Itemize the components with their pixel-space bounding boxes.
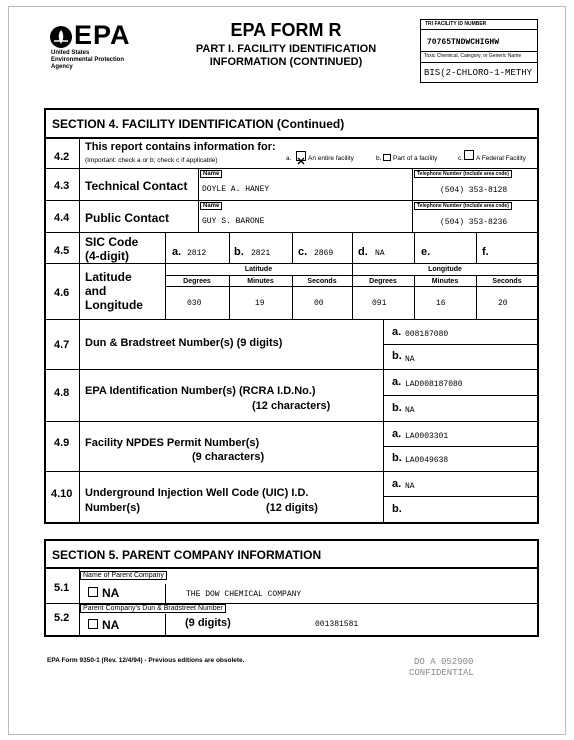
option-c-label: A Federal Facility bbox=[476, 155, 526, 162]
row-4-10-number: 4.10 bbox=[51, 488, 73, 500]
tech-name-header: Name bbox=[200, 170, 222, 178]
lon-minutes-header: Minutes bbox=[431, 278, 459, 285]
epa-id-b: NA bbox=[405, 406, 415, 415]
sic-b-prefix: b. bbox=[234, 246, 244, 258]
row-5-1-number: 5.1 bbox=[54, 582, 70, 594]
row-4-2-note: (Important: check a or b; check c if applicable) bbox=[85, 157, 218, 164]
x-mark-icon bbox=[297, 157, 305, 165]
dun-number-b: NA bbox=[405, 355, 415, 364]
tech-phone-header: Telephone Number (include area code) bbox=[414, 170, 512, 178]
longitude-minutes: 16 bbox=[436, 299, 446, 308]
row-4-8-number: 4.8 bbox=[54, 387, 70, 399]
sic-f-prefix: f. bbox=[482, 246, 489, 258]
entire-facility-checkbox[interactable] bbox=[296, 151, 306, 161]
parent-name-na-checkbox[interactable] bbox=[88, 587, 98, 597]
uic-a-prefix: a. bbox=[392, 478, 402, 490]
npdes-label: Facility NPDES Permit Number(s) bbox=[85, 437, 260, 449]
latitude-degrees: 030 bbox=[187, 299, 202, 308]
longitude-label: Longitude bbox=[85, 298, 143, 312]
option-b-label: Part of a facility bbox=[393, 155, 438, 162]
lat-degrees-header: Degrees bbox=[183, 278, 211, 285]
part-title-line-2: INFORMATION (CONTINUED) bbox=[209, 56, 363, 68]
part-title-line-1: PART I. FACILITY IDENTIFICATION bbox=[195, 43, 377, 55]
document-stamp-1: DO A 052900 bbox=[414, 657, 474, 667]
npdes-a-prefix: a. bbox=[392, 428, 402, 440]
uic-label: Underground Injection Well Code (UIC) I.D. bbox=[85, 487, 309, 499]
row-4-7-number: 4.7 bbox=[54, 339, 70, 351]
part-facility-checkbox[interactable] bbox=[383, 154, 391, 161]
latitude-seconds: 00 bbox=[314, 299, 324, 308]
option-b-prefix: b. bbox=[376, 155, 382, 162]
sic-code-label: SIC Code bbox=[85, 235, 139, 249]
npdes-sublabel: (9 characters) bbox=[192, 451, 265, 463]
technical-contact-label: Technical Contact bbox=[85, 179, 188, 193]
dun-b-prefix: b. bbox=[392, 350, 402, 362]
npdes-a: LA0003301 bbox=[405, 432, 449, 441]
row-4-3-number: 4.3 bbox=[54, 180, 70, 192]
epa-id-label: EPA Identification Number(s) (RCRA I.D.No.) bbox=[85, 385, 316, 397]
longitude-header: Longitude bbox=[428, 266, 462, 273]
latitude-minutes: 19 bbox=[255, 299, 265, 308]
sic-a: 2812 bbox=[187, 249, 207, 258]
npdes-b-prefix: b. bbox=[392, 452, 402, 464]
row-4-2-number: 4.2 bbox=[54, 151, 70, 163]
uic-digits-label: (12 digits) bbox=[266, 502, 318, 514]
public-contact-label: Public Contact bbox=[85, 211, 170, 225]
epa-logo-mark bbox=[50, 26, 72, 48]
and-label: and bbox=[85, 284, 107, 298]
parent-dun-digits: (9 digits) bbox=[185, 617, 231, 629]
sic-c-prefix: c. bbox=[298, 246, 308, 258]
form-footer-note: EPA Form 9350-1 (Rev. 12/4/94) - Previous editions are obsolete. bbox=[47, 657, 245, 664]
latitude-label: Latitude bbox=[85, 270, 132, 284]
npdes-b: LA0049638 bbox=[405, 456, 449, 465]
option-a-label: An entire facility bbox=[308, 155, 354, 162]
sic-code-sublabel: (4-digit) bbox=[85, 249, 129, 263]
parent-dun-number: 001381581 bbox=[315, 620, 359, 629]
epa-id-a: LAD008187080 bbox=[405, 380, 463, 389]
chemical-name-label: Toxic Chemical, Category, or Generic Name bbox=[424, 53, 522, 59]
sic-d-prefix: d. bbox=[358, 246, 368, 258]
section-5-title: SECTION 5. PARENT COMPANY INFORMATION bbox=[52, 548, 322, 562]
chemical-name-value: BIS(2-CHLORO-1-METHY bbox=[424, 68, 533, 78]
epa-b-prefix: b. bbox=[392, 402, 402, 414]
lat-seconds-header: Seconds bbox=[307, 278, 337, 285]
document-stamp-2: CONFIDENTIAL bbox=[409, 668, 474, 678]
parent-company-name: THE DOW CHEMICAL COMPANY bbox=[186, 590, 302, 599]
sic-e-prefix: e. bbox=[421, 246, 431, 258]
epa-a-prefix: a. bbox=[392, 376, 402, 388]
form-title: EPA FORM R bbox=[230, 20, 342, 40]
dun-a-prefix: a. bbox=[392, 326, 402, 338]
section-4-title: SECTION 4. FACILITY IDENTIFICATION (Continued) bbox=[52, 117, 345, 131]
epa-logo-text: EPA bbox=[74, 20, 131, 50]
row-4-5-number: 4.5 bbox=[54, 245, 70, 257]
sic-d: NA bbox=[375, 249, 385, 258]
public-contact-name: GUY S. BARONE bbox=[202, 217, 265, 226]
dun-number-a: 008187080 bbox=[405, 330, 449, 339]
epa-id-sublabel: (12 characters) bbox=[252, 400, 331, 412]
uic-a: NA bbox=[405, 482, 415, 491]
parent-dun-na-checkbox[interactable] bbox=[88, 619, 98, 629]
tri-id-value: 70765TNDWCHIGHW bbox=[427, 38, 500, 47]
parent-dun-na: NA bbox=[102, 618, 120, 632]
agency-line-3: Agency bbox=[51, 64, 73, 70]
tri-id-label: TRI FACILITY ID NUMBER bbox=[425, 21, 487, 27]
public-name-header: Name bbox=[200, 202, 222, 210]
sic-a-prefix: a. bbox=[172, 246, 182, 258]
uic-sublabel: Number(s) bbox=[85, 502, 141, 514]
technical-contact-name: DOYLE A. HANEY bbox=[202, 185, 270, 194]
public-contact-phone: (504) 353-8236 bbox=[440, 218, 508, 227]
parent-dun-header: Parent Company's Dun & Bradstreet Number bbox=[80, 604, 226, 613]
row-4-4-number: 4.4 bbox=[54, 212, 70, 224]
row-4-6-number: 4.6 bbox=[54, 287, 70, 299]
sic-b: 2821 bbox=[251, 249, 271, 258]
federal-facility-checkbox[interactable] bbox=[464, 150, 474, 160]
agency-line-2: Environmental Protection bbox=[51, 57, 125, 63]
dun-bradstreet-label: Dun & Bradstreet Number(s) (9 digits) bbox=[85, 337, 283, 349]
lon-degrees-header: Degrees bbox=[369, 278, 397, 285]
row-5-2-number: 5.2 bbox=[54, 612, 70, 624]
sic-c: 2869 bbox=[314, 249, 334, 258]
public-phone-header: Telephone Number (include area code) bbox=[414, 202, 512, 210]
longitude-degrees: 091 bbox=[372, 299, 387, 308]
uic-b-prefix: b. bbox=[392, 503, 402, 515]
option-c-prefix: c. bbox=[458, 155, 464, 162]
agency-line-1: United States bbox=[51, 50, 90, 56]
lat-minutes-header: Minutes bbox=[247, 278, 274, 285]
lon-seconds-header: Seconds bbox=[492, 278, 522, 285]
longitude-seconds: 20 bbox=[498, 299, 508, 308]
option-a-prefix: a. bbox=[286, 155, 292, 162]
row-4-2-title: This report contains information for: bbox=[85, 141, 276, 153]
parent-name-na: NA bbox=[102, 586, 120, 600]
row-4-9-number: 4.9 bbox=[54, 437, 70, 449]
technical-contact-phone: (504) 353-8128 bbox=[440, 186, 508, 195]
epa-flower-icon bbox=[50, 26, 72, 48]
parent-name-header: Name of Parent Company bbox=[80, 571, 167, 580]
latitude-header: Latitude bbox=[244, 266, 273, 273]
